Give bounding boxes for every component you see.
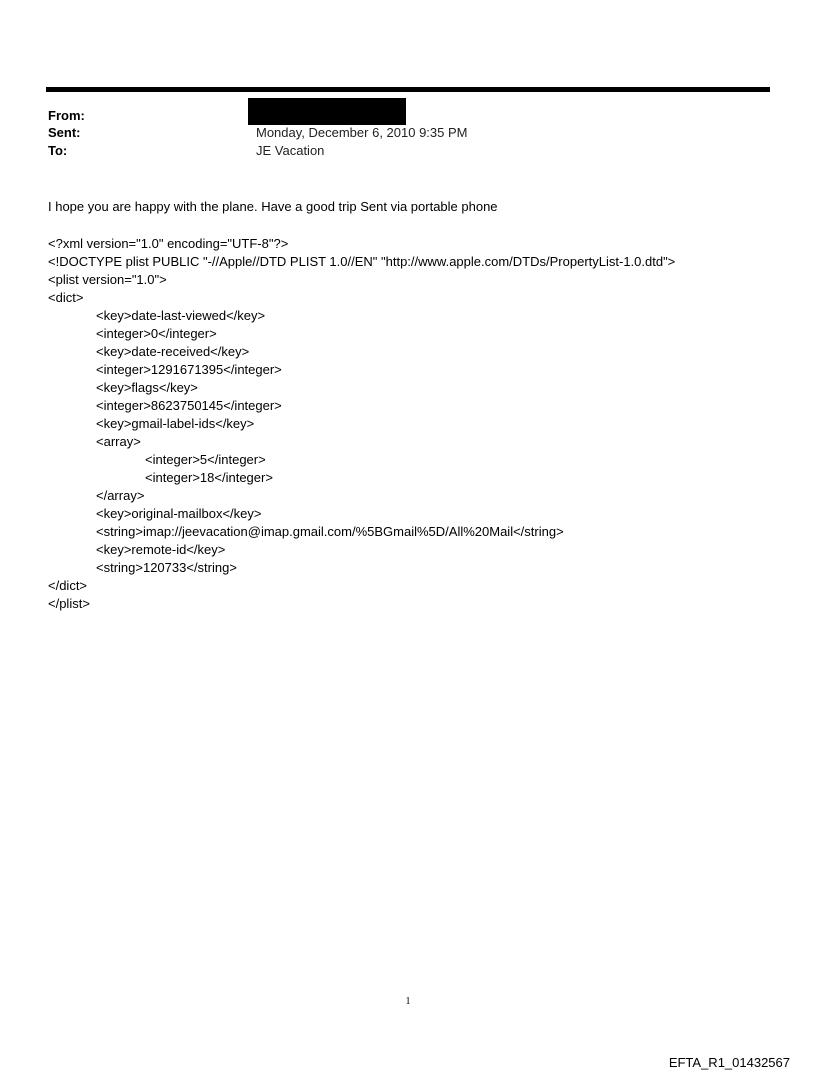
code-line: <integer>18</integer> [145,470,273,485]
code-line: <key>original-mailbox</key> [96,506,262,521]
code-line: <string>120733</string> [96,560,237,575]
code-line: <integer>1291671395</integer> [96,362,282,377]
sent-label: Sent: [48,125,81,140]
message-body: I hope you are happy with the plane. Have a good trip Sent via portable phone [48,199,498,214]
code-line: <array> [96,434,141,449]
code-line: </plist> [48,596,90,611]
header-rule [46,87,770,92]
code-line: <string>imap://jeevacation@imap.gmail.com/%5BGmail%5D/All%20Mail</string> [96,524,564,539]
code-line: <key>date-received</key> [96,344,250,359]
plist-code-block [48,235,675,613]
to-label: To: [48,143,68,158]
code-line: <key>flags</key> [96,380,198,395]
code-line: <?xml version="1.0" encoding="UTF-8"?> [48,236,289,251]
code-line: </dict> [48,578,88,593]
code-line: <key>remote-id</key> [96,542,226,557]
redaction-block [248,98,406,125]
code-line: <key>date-last-viewed</key> [96,308,266,323]
code-line: </array> [96,488,145,503]
from-label: From: [48,108,85,123]
code-line: <integer>8623750145</integer> [96,398,282,413]
code-line: <!DOCTYPE plist PUBLIC "-//Apple//DTD PLIST 1.0//EN" "http://www.apple.com/DTDs/PropertyList-1.0.dtd"> [48,254,676,269]
code-line: <integer>5</integer> [145,452,266,467]
document-id: EFTA_R1_01432567 [668,1055,790,1070]
to-value: JE Vacation [256,143,325,158]
page-number: 1 [405,996,411,1007]
code-line: <dict> [48,290,84,305]
code-line: <integer>0</integer> [96,326,217,341]
code-line: <key>gmail-label-ids</key> [96,416,255,431]
code-line: <plist version="1.0"> [48,272,167,287]
sent-value: Monday, December 6, 2010 9:35 PM [256,125,468,140]
